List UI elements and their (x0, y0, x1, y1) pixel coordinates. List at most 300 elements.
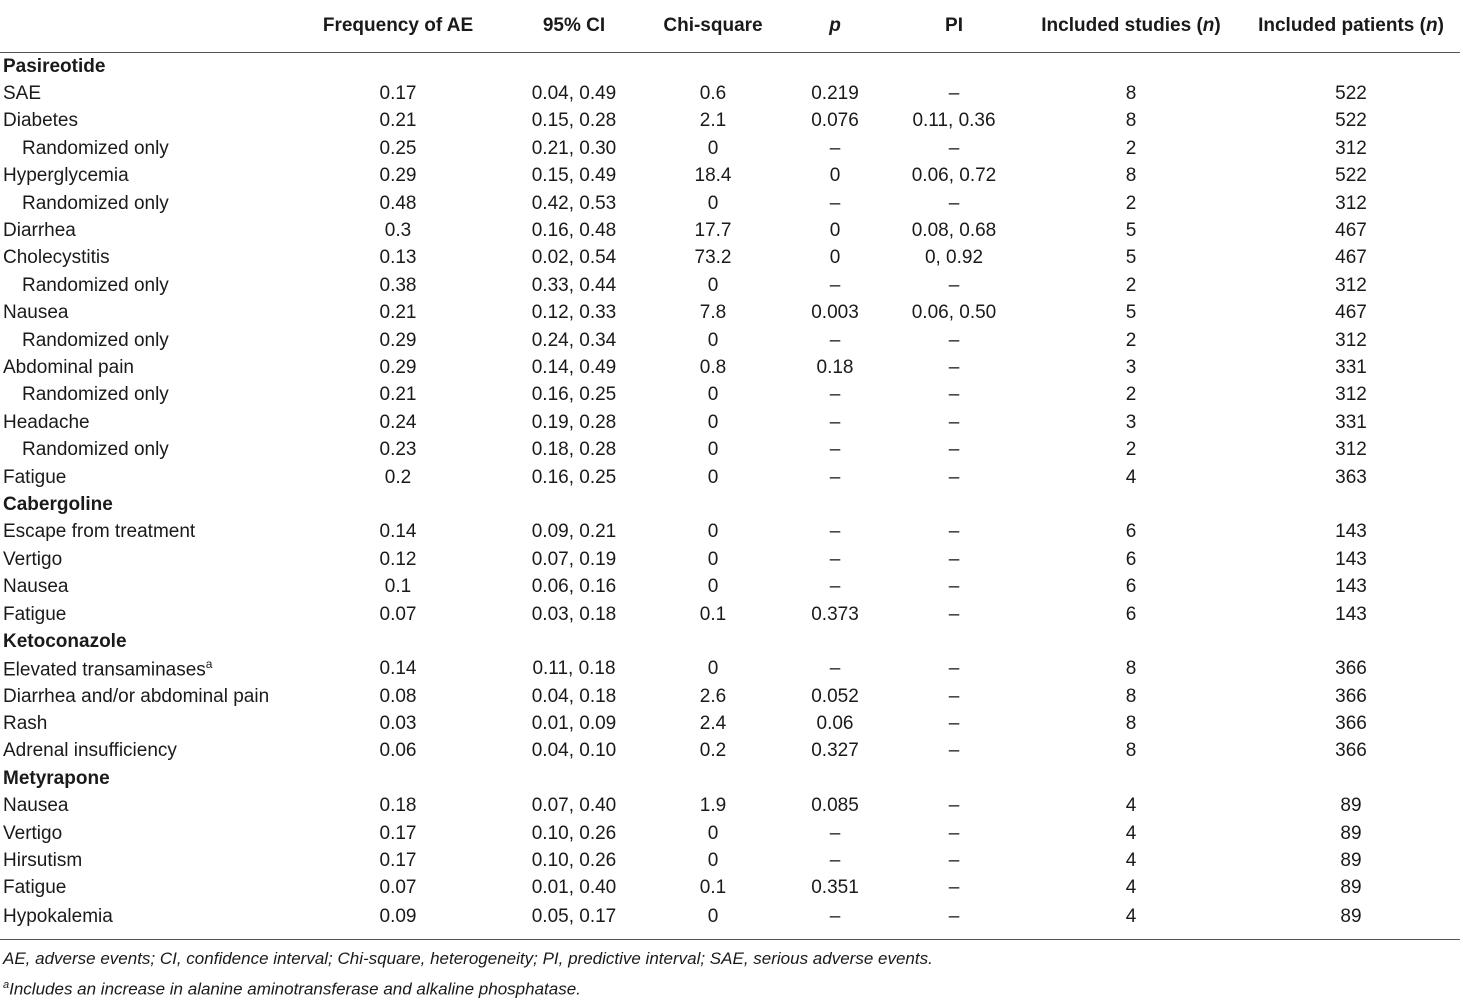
table-row (0, 354, 1460, 381)
row-label-text: Rash (3, 713, 48, 735)
empty-cell (888, 53, 1020, 81)
cell-included-studies: 6 (1125, 576, 1137, 598)
cell-included-patients: 312 (1335, 274, 1367, 296)
cell-included-studies: 4 (1125, 877, 1137, 899)
row-label-text: Hyperglycemia (3, 165, 129, 187)
row-label (0, 601, 292, 628)
cell-chi-square: 2.6 (699, 685, 727, 707)
table-row (0, 382, 1460, 409)
cell-included-studies: 3 (1125, 411, 1137, 433)
cell-ci: 0.12, 0.33 (531, 302, 617, 324)
empty-cell (292, 53, 504, 81)
cell-chi-square: 0 (707, 439, 719, 461)
row-label (0, 217, 292, 244)
cell-p: – (829, 466, 841, 488)
cell-ci: 0.15, 0.49 (531, 165, 617, 187)
empty-cell (1020, 765, 1242, 792)
row-label (0, 656, 292, 683)
header-empty (0, 0, 292, 53)
empty-cell (888, 628, 1020, 655)
cell-chi-square: 0 (707, 274, 719, 296)
row-label (0, 573, 292, 600)
cell-chi-square: 0 (707, 192, 719, 214)
cell-ci: 0.16, 0.25 (531, 384, 617, 406)
empty-cell (888, 765, 1020, 792)
cell-chi-square: 0 (707, 521, 719, 543)
cell-frequency: 0.09 (379, 905, 417, 927)
row-label-text: Hirsutism (3, 850, 83, 872)
cell-frequency: 0.21 (379, 384, 417, 406)
row-label (0, 80, 292, 107)
cell-included-patients: 331 (1335, 356, 1367, 378)
row-label-text: Nausea (3, 302, 69, 324)
table-body (0, 53, 1460, 932)
cell-included-patients: 89 (1340, 795, 1362, 817)
cell-ci: 0.07, 0.19 (531, 548, 617, 570)
cell-pi: – (948, 685, 960, 707)
cell-frequency: 0.18 (379, 795, 417, 817)
cell-pi: – (948, 576, 960, 598)
cell-p: – (829, 576, 841, 598)
row-label (0, 436, 292, 463)
empty-cell (782, 53, 888, 81)
row-label-text: Headache (3, 411, 90, 433)
row-label (0, 546, 292, 573)
cell-p: – (829, 850, 841, 872)
cell-chi-square: 0 (707, 822, 719, 844)
cell-p: – (829, 192, 841, 214)
empty-cell (888, 491, 1020, 518)
empty-cell (1242, 628, 1460, 655)
cell-ci: 0.21, 0.30 (531, 137, 617, 159)
cell-chi-square: 0.6 (699, 83, 727, 105)
empty-cell (644, 628, 782, 655)
cell-ci: 0.04, 0.49 (531, 83, 617, 105)
cell-chi-square: 0.1 (699, 603, 727, 625)
section-title: Cabergoline (3, 493, 113, 515)
cell-ci: 0.07, 0.40 (531, 795, 617, 817)
footnote-marker: a (205, 657, 213, 672)
header-included-studies: Included studies (n) (1020, 0, 1242, 53)
row-label (0, 847, 292, 874)
row-label-text: Elevated transaminases (3, 659, 206, 681)
cell-p: – (829, 521, 841, 543)
cell-included-studies: 2 (1125, 439, 1137, 461)
cell-ci: 0.14, 0.49 (531, 356, 617, 378)
row-label (0, 327, 292, 354)
cell-ci: 0.16, 0.48 (531, 220, 617, 242)
row-label (0, 245, 292, 272)
cell-included-studies: 2 (1125, 384, 1137, 406)
cell-frequency: 0.12 (379, 548, 417, 570)
cell-included-studies: 8 (1125, 658, 1137, 680)
cell-ci: 0.05, 0.17 (531, 905, 617, 927)
cell-pi: 0.11, 0.36 (912, 110, 996, 132)
empty-cell (782, 628, 888, 655)
cell-chi-square: 0 (707, 850, 719, 872)
cell-chi-square: 73.2 (694, 247, 732, 269)
row-label (0, 464, 292, 491)
cell-p: – (829, 822, 841, 844)
cell-included-studies: 6 (1125, 603, 1137, 625)
row-label-text: Randomized only (22, 384, 169, 406)
cell-chi-square: 0 (707, 137, 719, 159)
row-label (0, 793, 292, 820)
cell-frequency: 0.2 (384, 466, 412, 488)
row-label (0, 163, 292, 190)
row-label-text: Fatigue (3, 466, 67, 488)
table-row (0, 327, 1460, 354)
empty-cell (644, 53, 782, 81)
table-row (0, 875, 1460, 902)
cell-chi-square: 0 (707, 329, 719, 351)
cell-included-patients: 89 (1340, 850, 1362, 872)
cell-pi: – (948, 822, 960, 844)
cell-included-studies: 2 (1125, 137, 1137, 159)
cell-included-studies: 4 (1125, 822, 1137, 844)
empty-cell (292, 628, 504, 655)
cell-p: – (829, 658, 841, 680)
cell-p: – (829, 137, 841, 159)
row-label-text: Randomized only (22, 274, 169, 296)
cell-ci: 0.06, 0.16 (531, 576, 617, 598)
cell-pi: – (948, 521, 960, 543)
cell-frequency: 0.21 (379, 110, 417, 132)
header-included-patients: Included patients (n) (1242, 0, 1460, 53)
footnote-a-text: Includes an increase in alanine aminotransferase and alkaline phosphatase. (9, 979, 581, 999)
empty-cell (1020, 491, 1242, 518)
cell-ci: 0.15, 0.28 (531, 110, 617, 132)
cell-chi-square: 0 (707, 905, 719, 927)
cell-included-patients: 143 (1335, 576, 1367, 598)
cell-ci: 0.33, 0.44 (531, 274, 617, 296)
cell-frequency: 0.07 (379, 877, 417, 899)
empty-cell (644, 765, 782, 792)
table-row (0, 656, 1460, 683)
cell-pi: – (948, 603, 960, 625)
cell-ci: 0.01, 0.09 (531, 713, 617, 735)
row-label-text: Fatigue (3, 603, 67, 625)
cell-included-patients: 312 (1335, 192, 1367, 214)
cell-p: 0 (829, 247, 841, 269)
row-label (0, 300, 292, 327)
cell-included-patients: 89 (1340, 905, 1362, 927)
row-label-text: Diarrhea (3, 220, 76, 242)
footnote-abbreviations: AE, adverse events; CI, confidence interval; Chi-square, heterogeneity; PI, predictive interval; SAE, serious adverse events. (3, 949, 933, 969)
table-row (0, 710, 1460, 737)
row-label-text: Escape from treatment (3, 521, 196, 543)
table-row (0, 135, 1460, 162)
cell-p: – (829, 329, 841, 351)
cell-pi: 0.06, 0.72 (911, 165, 997, 187)
cell-included-patients: 312 (1335, 329, 1367, 351)
cell-chi-square: 0 (707, 466, 719, 488)
cell-included-patients: 522 (1335, 83, 1367, 105)
empty-cell (1020, 628, 1242, 655)
cell-chi-square: 2.4 (699, 713, 727, 735)
cell-ci: 0.24, 0.34 (531, 329, 617, 351)
cell-chi-square: 0 (707, 384, 719, 406)
cell-pi: – (948, 83, 960, 105)
table-row (0, 683, 1460, 710)
cell-ci: 0.42, 0.53 (531, 192, 617, 214)
cell-pi: 0.06, 0.50 (911, 302, 997, 324)
cell-p: 0.327 (811, 740, 859, 762)
cell-ci: 0.10, 0.26 (531, 822, 617, 844)
row-label (0, 738, 292, 765)
cell-pi: – (948, 466, 960, 488)
cell-p: 0.085 (811, 795, 859, 817)
cell-included-patients: 143 (1335, 603, 1367, 625)
cell-p: – (829, 384, 841, 406)
row-label-text: Adrenal insufficiency (3, 740, 177, 762)
table-row (0, 108, 1460, 135)
empty-cell (292, 765, 504, 792)
cell-included-studies: 3 (1125, 356, 1137, 378)
cell-pi: – (948, 740, 960, 762)
row-label-text: Vertigo (3, 548, 63, 570)
cell-pi: – (948, 877, 960, 899)
cell-ci: 0.04, 0.10 (531, 740, 617, 762)
row-label (0, 382, 292, 409)
row-label (0, 710, 292, 737)
cell-included-studies: 2 (1125, 192, 1137, 214)
cell-chi-square: 0.2 (699, 740, 727, 762)
section-title: Pasireotide (3, 55, 106, 77)
table-row (0, 245, 1460, 272)
cell-p: 0.052 (811, 685, 859, 707)
header-frequency: Frequency of AE (292, 0, 504, 53)
cell-ci: 0.02, 0.54 (531, 247, 617, 269)
cell-p: 0.219 (811, 83, 859, 105)
cell-included-patients: 366 (1335, 658, 1367, 680)
row-label-text: Hypokalemia (3, 905, 113, 927)
cell-included-studies: 8 (1125, 110, 1137, 132)
cell-frequency: 0.17 (379, 850, 417, 872)
cell-included-studies: 8 (1125, 165, 1137, 187)
footnote-a (0, 972, 1460, 1003)
cell-frequency: 0.21 (379, 302, 417, 324)
cell-ci: 0.09, 0.21 (531, 521, 617, 543)
cell-frequency: 0.08 (379, 685, 417, 707)
row-label (0, 108, 292, 135)
cell-frequency: 0.07 (379, 603, 417, 625)
cell-p: 0.06 (816, 713, 854, 735)
cell-frequency: 0.17 (379, 83, 417, 105)
cell-chi-square: 7.8 (699, 302, 727, 324)
cell-ci: 0.16, 0.25 (531, 466, 617, 488)
cell-pi: – (948, 548, 960, 570)
cell-p: 0 (829, 220, 841, 242)
empty-cell (782, 765, 888, 792)
table-row (0, 546, 1460, 573)
cell-p: 0.076 (811, 110, 859, 132)
cell-included-studies: 2 (1125, 329, 1137, 351)
table-header-row (0, 0, 1460, 53)
section-header-row (0, 628, 1460, 655)
cell-frequency: 0.29 (379, 165, 417, 187)
table-row (0, 519, 1460, 546)
cell-pi: – (948, 850, 960, 872)
cell-frequency: 0.29 (379, 356, 417, 378)
row-label (0, 820, 292, 847)
row-label-text: Diarrhea and/or abdominal pain (3, 685, 270, 707)
cell-p: – (829, 548, 841, 570)
cell-pi: – (948, 411, 960, 433)
cell-frequency: 0.17 (379, 822, 417, 844)
empty-cell (504, 53, 644, 81)
table-row (0, 217, 1460, 244)
cell-pi: – (948, 795, 960, 817)
cell-pi: 0, 0.92 (924, 247, 984, 269)
empty-cell (1242, 765, 1460, 792)
row-label-text: Fatigue (3, 877, 67, 899)
row-label-text: Cholecystitis (3, 247, 110, 269)
cell-p: – (829, 411, 841, 433)
cell-pi: – (948, 658, 960, 680)
cell-ci: 0.01, 0.40 (531, 877, 617, 899)
row-label-text: Nausea (3, 795, 69, 817)
cell-included-studies: 8 (1125, 83, 1137, 105)
cell-included-studies: 4 (1125, 850, 1137, 872)
cell-ci: 0.18, 0.28 (531, 439, 617, 461)
cell-chi-square: 0 (707, 548, 719, 570)
cell-included-patients: 366 (1335, 740, 1367, 762)
cell-chi-square: 0 (707, 658, 719, 680)
header-pi: PI (888, 0, 1020, 53)
section-header-row (0, 765, 1460, 792)
row-label (0, 190, 292, 217)
cell-included-studies: 6 (1125, 548, 1137, 570)
cell-pi: – (948, 384, 960, 406)
header-ci: 95% CI (504, 0, 644, 53)
cell-ci: 0.04, 0.18 (531, 685, 617, 707)
row-label-text: SAE (3, 83, 42, 105)
row-label-text: Abdominal pain (3, 356, 134, 378)
cell-p: – (829, 274, 841, 296)
cell-ci: 0.03, 0.18 (531, 603, 617, 625)
table-bottom-rule (0, 939, 1460, 940)
cell-frequency: 0.03 (379, 713, 417, 735)
empty-cell (1020, 53, 1242, 81)
table-row (0, 820, 1460, 847)
row-label-text: Randomized only (22, 439, 169, 461)
cell-pi: – (948, 137, 960, 159)
cell-p: 0.18 (816, 356, 854, 378)
cell-included-patients: 143 (1335, 548, 1367, 570)
cell-p: 0.351 (811, 877, 859, 899)
table-row (0, 409, 1460, 436)
cell-included-patients: 366 (1335, 713, 1367, 735)
cell-ci: 0.10, 0.26 (531, 850, 617, 872)
cell-included-studies: 5 (1125, 302, 1137, 324)
cell-p: – (829, 905, 841, 927)
row-label-text: Nausea (3, 576, 69, 598)
cell-included-patients: 312 (1335, 439, 1367, 461)
table-row (0, 272, 1460, 299)
cell-pi: 0.08, 0.68 (911, 220, 997, 242)
table-row (0, 573, 1460, 600)
cell-p: 0.003 (811, 302, 859, 324)
cell-included-patients: 89 (1340, 822, 1362, 844)
header-p: p (782, 0, 888, 53)
table-row (0, 190, 1460, 217)
cell-included-studies: 8 (1125, 713, 1137, 735)
cell-ci: 0.11, 0.18 (532, 658, 616, 680)
empty-cell (504, 765, 644, 792)
cell-included-studies: 6 (1125, 521, 1137, 543)
cell-frequency: 0.48 (379, 192, 417, 214)
cell-included-patients: 363 (1335, 466, 1367, 488)
section-title: Ketoconazole (3, 630, 127, 652)
row-label-text: Randomized only (22, 192, 169, 214)
cell-chi-square: 0.1 (699, 877, 727, 899)
row-label-text: Diabetes (3, 110, 78, 132)
cell-included-studies: 8 (1125, 740, 1137, 762)
row-label (0, 683, 292, 710)
cell-included-studies: 4 (1125, 905, 1137, 927)
cell-included-studies: 4 (1125, 795, 1137, 817)
cell-included-patients: 312 (1335, 384, 1367, 406)
table-row (0, 793, 1460, 820)
empty-cell (504, 491, 644, 518)
section-title: Metyrapone (3, 767, 110, 789)
cell-included-patients: 522 (1335, 110, 1367, 132)
cell-chi-square: 0 (707, 411, 719, 433)
cell-included-patients: 467 (1335, 220, 1367, 242)
table-row (0, 902, 1460, 931)
cell-included-patients: 331 (1335, 411, 1367, 433)
cell-included-patients: 467 (1335, 302, 1367, 324)
table-row (0, 80, 1460, 107)
section-header-row (0, 491, 1460, 518)
cell-p: 0.373 (811, 603, 859, 625)
cell-pi: – (948, 713, 960, 735)
table-row (0, 300, 1460, 327)
empty-cell (292, 491, 504, 518)
cell-included-patients: 522 (1335, 165, 1367, 187)
row-label (0, 875, 292, 902)
cell-pi: – (948, 274, 960, 296)
cell-frequency: 0.38 (379, 274, 417, 296)
empty-cell (782, 491, 888, 518)
cell-included-patients: 312 (1335, 137, 1367, 159)
cell-chi-square: 17.7 (694, 220, 732, 242)
row-label-text: Randomized only (22, 137, 169, 159)
cell-chi-square: 18.4 (694, 165, 732, 187)
cell-pi: – (948, 356, 960, 378)
cell-included-patients: 467 (1335, 247, 1367, 269)
table-row (0, 847, 1460, 874)
table-row (0, 163, 1460, 190)
table-row (0, 436, 1460, 463)
cell-frequency: 0.25 (379, 137, 417, 159)
header-chi-square: Chi-square (644, 0, 782, 53)
empty-cell (644, 491, 782, 518)
row-label (0, 272, 292, 299)
cell-pi: – (948, 905, 960, 927)
cell-frequency: 0.06 (379, 740, 417, 762)
table-row (0, 601, 1460, 628)
cell-included-patients: 143 (1335, 521, 1367, 543)
cell-frequency: 0.29 (379, 329, 417, 351)
cell-frequency: 0.1 (384, 576, 412, 598)
row-label-text: Vertigo (3, 822, 63, 844)
cell-chi-square: 2.1 (699, 110, 727, 132)
cell-pi: – (948, 439, 960, 461)
cell-included-studies: 2 (1125, 274, 1137, 296)
cell-frequency: 0.23 (379, 439, 417, 461)
